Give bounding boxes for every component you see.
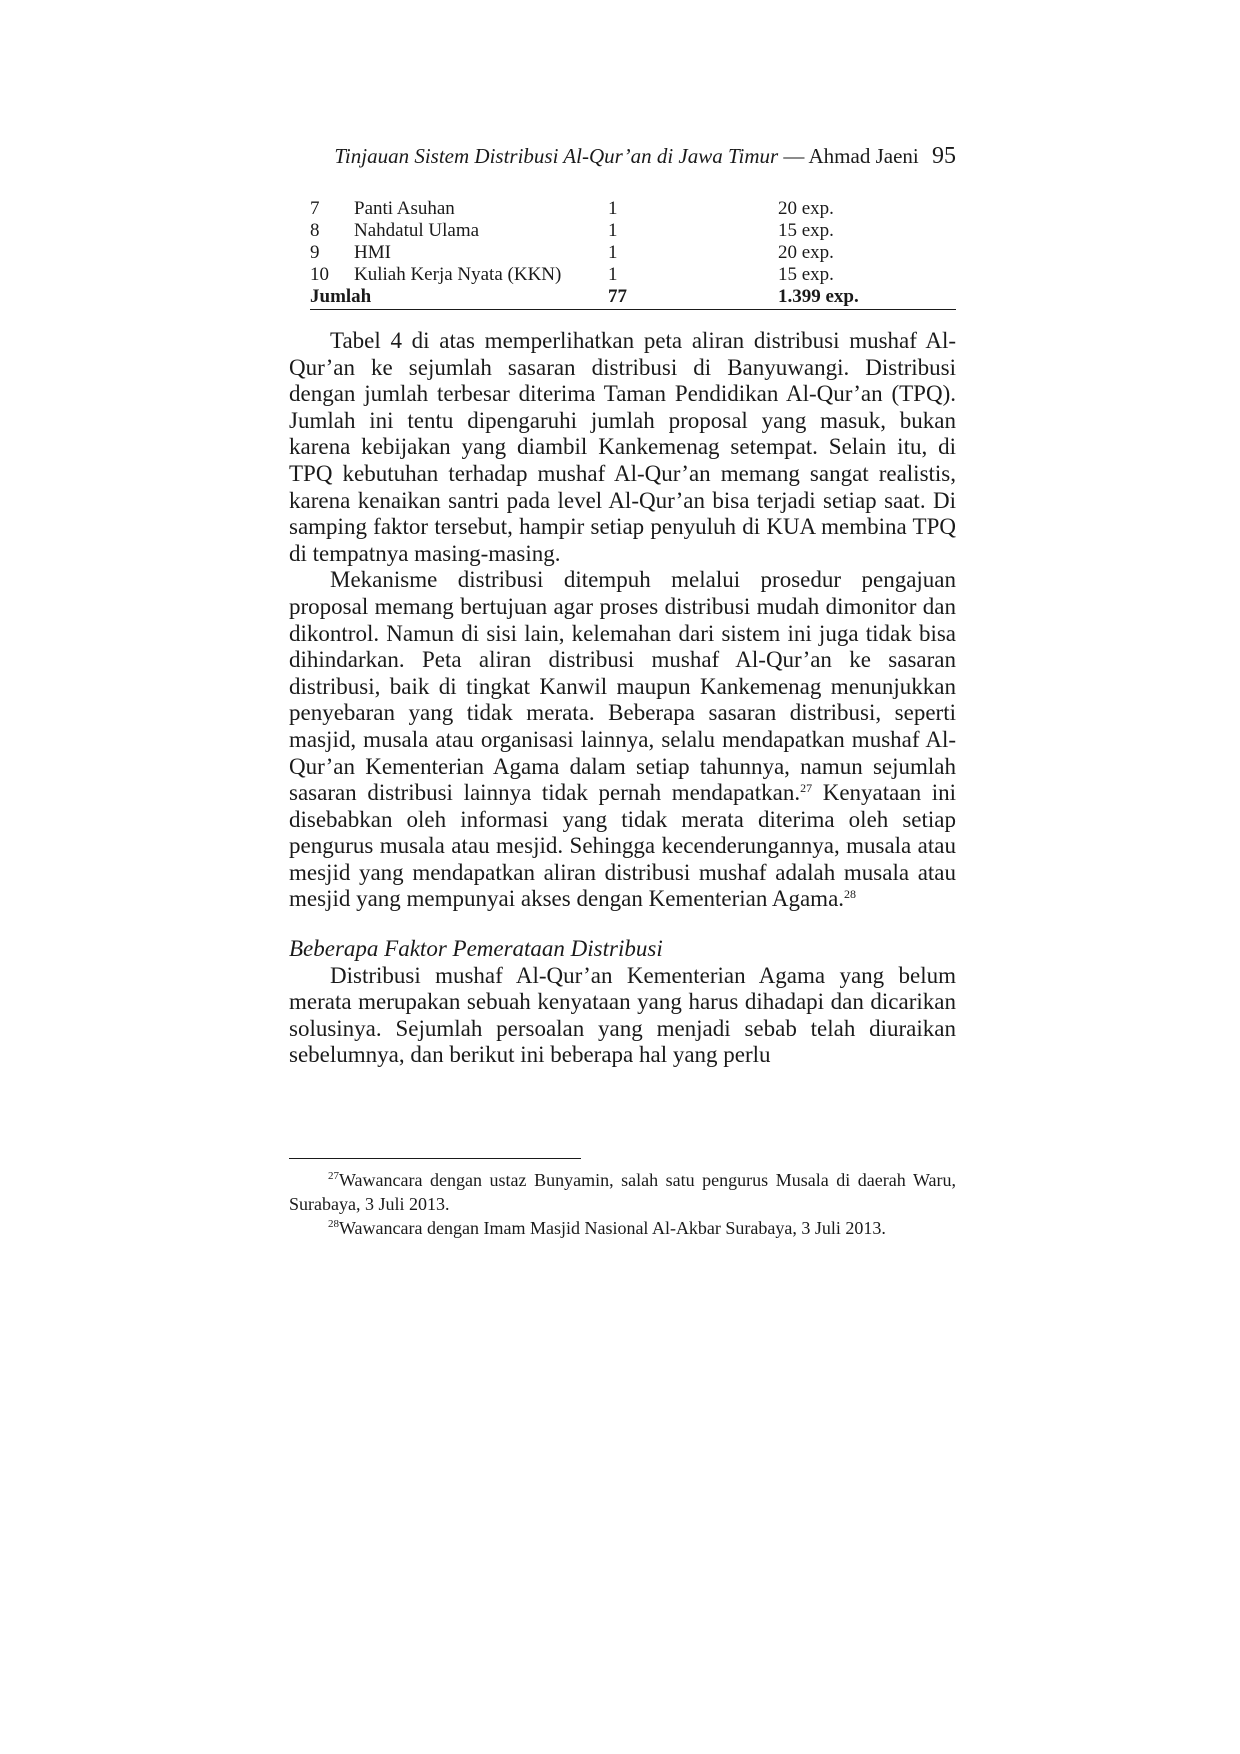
header-author: Ahmad Jaeni <box>808 144 919 168</box>
row-number: 8 <box>310 220 320 241</box>
paragraph-text: Mekanisme distribusi ditempuh melalui prosedur pengajuan proposal memang bertujuan agar proses distribusi mudah dimonitor dan dikontrol. Namun di sisi lain, kelemahan dari sistem ini juga tidak bisa dihindarkan. Peta aliran distribusi mushaf Al-Qur’an ke sasaran distribusi, baik di tingkat Kanwil maupun Kankemenag menunjukkan penyebaran yang tidak merata. Beberapa sasaran distribusi, seperti masjid, musala atau organisasi lainnya, selalu mendapatkan mushaf Al-Qur’an Kementerian Agama dalam setiap tahunnya, namun sejumlah sasaran distribusi lainnya tidak pernah mendapatkan. <box>289 567 956 806</box>
row-target-name: Kuliah Kerja Nyata (KKN) <box>354 264 562 285</box>
footnotes <box>289 1168 956 1240</box>
table-row <box>310 198 956 220</box>
table-row <box>310 220 956 242</box>
row-frequency: 1 <box>608 242 618 263</box>
header-separator: — <box>783 144 805 168</box>
row-target-name: HMI <box>354 242 391 263</box>
paragraph-text: Kenyataan ini disebabkan oleh informasi yang tidak merata diterima oleh setiap pengurus musala atau mesjid. Sehingga kecenderungannya, musala atau mesjid yang mendapatkan aliran distribusi mushaf adalah musala atau mesjid yang mempunyai akses dengan Kementerian Agama. <box>289 780 956 912</box>
table-total-row <box>310 286 956 310</box>
row-quantity: 20 exp. <box>778 242 834 263</box>
footnote <box>289 1168 956 1216</box>
footnote-reference[interactable]: 27 <box>800 781 813 796</box>
footnote-divider <box>289 1158 581 1159</box>
paragraph <box>289 567 956 913</box>
row-frequency: 1 <box>608 264 618 285</box>
row-target-name: Nahdatul Ulama <box>354 220 480 241</box>
row-number: 7 <box>310 198 320 219</box>
row-quantity: 20 exp. <box>778 198 834 219</box>
row-target-name: Panti Asuhan <box>354 198 455 219</box>
total-label: Jumlah <box>310 286 608 310</box>
total-quantity: 1.399 exp. <box>778 286 956 310</box>
row-frequency: 1 <box>608 198 618 219</box>
distribution-table <box>310 198 956 310</box>
footnote-reference[interactable]: 28 <box>844 887 857 902</box>
table-row <box>310 242 956 264</box>
table-row <box>310 264 956 286</box>
footnote-text: Wawancara dengan ustaz Bunyamin, salah satu pengurus Musala di daerah Waru, Surabaya, 3 Juli 2013. <box>289 1170 956 1214</box>
row-number: 9 <box>310 242 320 263</box>
row-quantity: 15 exp. <box>778 220 834 241</box>
footnote-number: 28 <box>328 1218 339 1230</box>
page-number: 95 <box>932 143 956 169</box>
row-quantity: 15 exp. <box>778 264 834 285</box>
paragraph: Distribusi mushaf Al-Qur’an Kementerian Agama yang belum merata merupakan sebuah kenyataan yang harus dihadapi dan dicarikan solusinya. Sejumlah persoalan yang menjadi sebab telah diuraikan sebelumnya, dan berikut ini beberapa hal yang perlu <box>289 962 956 1068</box>
row-number: 10 <box>310 264 329 285</box>
footnote-text: Wawancara dengan Imam Masjid Nasional Al-Akbar Surabaya, 3 Juli 2013. <box>339 1218 886 1238</box>
row-frequency: 1 <box>608 220 618 241</box>
section-heading: Beberapa Faktor Pemerataan Distribusi <box>289 936 663 962</box>
footnote-number: 27 <box>328 1170 339 1182</box>
running-header <box>289 142 956 170</box>
footnote <box>289 1216 956 1240</box>
header-title: Tinjauan Sistem Distribusi Al-Qur’an di Jawa Timur <box>334 144 779 168</box>
body-text <box>289 328 956 1069</box>
total-frequency: 77 <box>608 286 778 310</box>
paragraph: Tabel 4 di atas memperlihatkan peta aliran distribusi mushaf Al-Qur’an ke sejumlah sasaran distribusi di Banyuwangi. Distribusi dengan jumlah terbesar diterima Taman Pendidikan Al-Qur’an (TPQ). Jumlah ini tentu dipengaruhi jumlah proposal yang masuk, bukan karena kebijakan yang diambil Kankemenag setempat. Selain itu, di TPQ kebutuhan terhadap mushaf Al-Qur’an memang sangat realistis, karena kenaikan santri pada level Al-Qur’an bisa terjadi setiap saat. Di samping faktor tersebut, hampir setiap penyuluh di KUA membina TPQ di tempatnya masing-masing. <box>289 328 956 566</box>
